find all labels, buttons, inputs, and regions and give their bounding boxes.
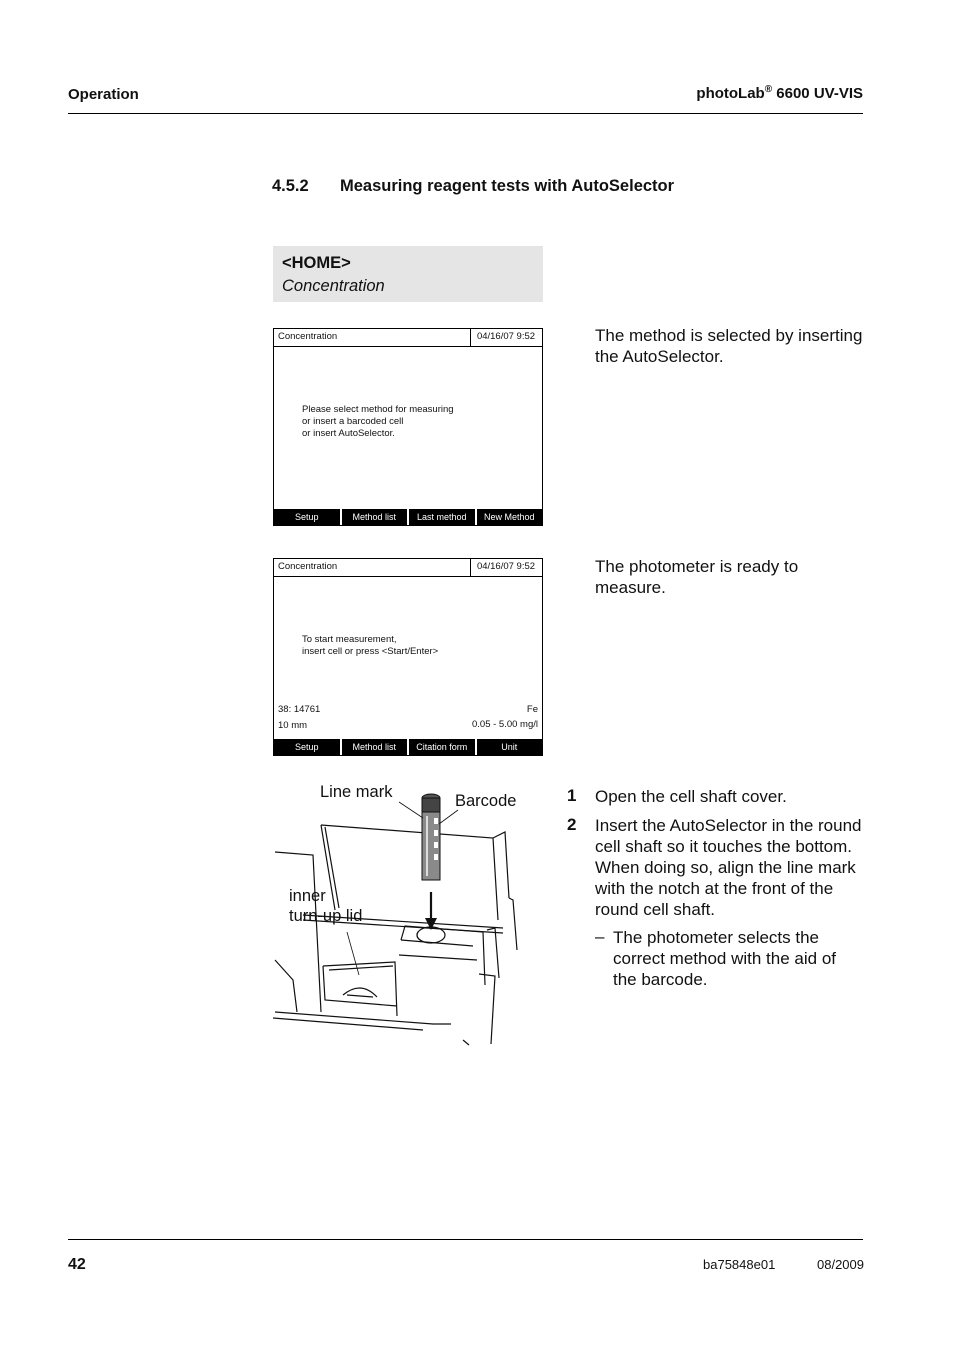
display-screen-select-method [273, 328, 543, 526]
running-header-section: Operation [68, 86, 139, 103]
screen-datetime: 04/16/07 9:52 [470, 559, 542, 577]
label-line-mark: Line mark [320, 783, 393, 801]
label-barcode: Barcode [455, 792, 517, 810]
screen1-description: The method is selected by inserting the AutoSelector. [595, 326, 863, 366]
softkey-setup[interactable]: Setup [274, 739, 340, 755]
section-number: 4.5.2 [272, 177, 309, 195]
home-key-label: <HOME> [282, 254, 351, 272]
document-date: 08/2009 [817, 1257, 864, 1272]
message-line: To start measurement, [302, 634, 397, 645]
softkey-unit[interactable]: Unit [477, 739, 543, 755]
softkey-last-method[interactable]: Last method [409, 509, 475, 525]
element-name: Fe [526, 704, 538, 715]
method-id: 38: 14761 [278, 704, 321, 715]
result-dash: – [595, 927, 605, 946]
header-rule [68, 113, 863, 114]
section-title: Measuring reagent tests with AutoSelector [340, 177, 675, 195]
cell-size: 10 mm [278, 720, 308, 731]
message-line: insert cell or press <Start/Enter> [302, 646, 439, 657]
registered-mark: ® [764, 84, 773, 95]
display-screen-ready [273, 558, 543, 756]
step-number: 1 [567, 786, 577, 805]
softkey-citation-form[interactable]: Citation form [409, 739, 475, 755]
softkey-method-list[interactable]: Method list [342, 739, 408, 755]
step-text: Insert the AutoSelector in the round cell shaft so it touches the bottom. When doing so, align the line mark with the notch at the front of the round cell shaft. [595, 816, 862, 919]
softkey-new-method[interactable]: New Method [477, 509, 543, 525]
result-text: The photometer selects the correct method with the aid of the barcode. [613, 928, 837, 989]
menu-path-label: Concentration [282, 277, 385, 295]
message-line: or insert a barcoded cell [302, 416, 404, 427]
message-line: or insert AutoSelector. [302, 428, 395, 439]
document-id: ba75848e01 [703, 1257, 776, 1272]
softkey-setup[interactable]: Setup [274, 509, 340, 525]
label-inner-lid-line2: turn-up lid [289, 907, 363, 925]
navigation-path-box [273, 246, 543, 302]
screen-datetime: 04/16/07 9:52 [470, 329, 542, 347]
screen2-description: The photometer is ready to measure. [595, 557, 799, 597]
screen-title: Concentration [274, 329, 471, 347]
screen-title: Concentration [274, 559, 471, 577]
screen-message [302, 634, 438, 658]
softkey-bar [274, 508, 542, 525]
running-header-product [696, 84, 863, 102]
softkey-method-list[interactable]: Method list [342, 509, 408, 525]
softkey-bar [274, 738, 542, 755]
step-number: 2 [567, 815, 577, 834]
product-brand: photoLab [696, 85, 765, 102]
label-inner-lid [289, 886, 362, 926]
screen-message [302, 404, 454, 440]
product-model: 6600 UV-VIS [772, 85, 863, 102]
footer-rule [68, 1239, 863, 1240]
step-text: Open the cell shaft cover. [595, 787, 787, 806]
page-number: 42 [68, 1256, 86, 1273]
measuring-range: 0.05 - 5.00 mg/l [471, 719, 538, 730]
label-inner-lid-line1: inner [289, 887, 326, 905]
message-line: Please select method for measuring [302, 404, 454, 415]
